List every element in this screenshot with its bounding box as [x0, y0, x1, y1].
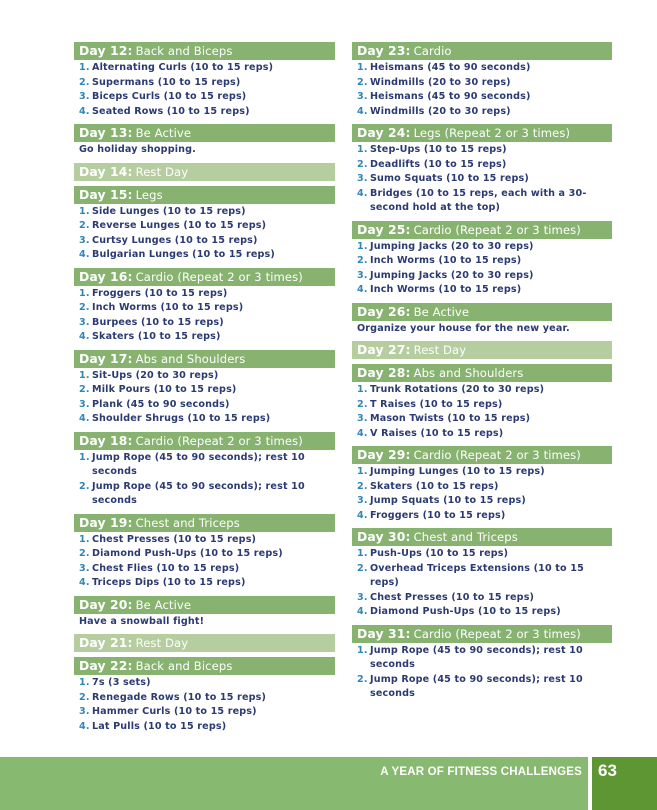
day-block: [352, 625, 612, 702]
exercise-text: Jumping Jacks (20 to 30 reps): [370, 269, 534, 281]
exercise-text: Heismans (45 to 90 seconds): [370, 62, 531, 73]
exercise-item: [357, 240, 612, 255]
exercise-item: [79, 691, 335, 706]
item-number: 1.: [357, 144, 368, 155]
day-block: [352, 42, 612, 119]
exercise-item: [79, 61, 335, 76]
exercise-text: Inch Worms (10 to 15 reps): [370, 284, 522, 295]
day-title: Legs: [135, 187, 163, 202]
exercise-text: Bulgarian Lunges (10 to 15 reps): [92, 249, 275, 260]
exercise-text: Inch Worms (10 to 15 reps): [92, 302, 244, 313]
exercise-text: Biceps Curls (10 to 15 reps): [92, 91, 247, 102]
exercise-list: [352, 240, 612, 298]
exercise-text: Chest Flies (10 to 15 reps): [92, 562, 240, 574]
rest-day-banner: [352, 341, 612, 359]
exercise-text: Triceps Dips (10 to 15 reps): [92, 577, 246, 588]
exercise-item: [357, 494, 612, 509]
day-title: Legs (Repeat 2 or 3 times): [413, 126, 571, 140]
day-label: Day 29:: [357, 447, 411, 462]
item-number: 4.: [79, 331, 90, 342]
item-number: 3.: [357, 413, 368, 424]
exercise-item: [357, 562, 612, 591]
item-number: 4.: [357, 509, 368, 521]
item-number: 2.: [357, 398, 368, 410]
item-number: 4.: [79, 577, 90, 588]
exercise-text: Froggers (10 to 15 reps): [92, 287, 228, 299]
right-column: [352, 42, 612, 707]
day-block: [74, 42, 335, 119]
exercise-list: [352, 644, 612, 702]
exercise-text: Shoulder Shrugs (10 to 15 reps): [92, 413, 271, 424]
day-title: Rest Day: [135, 164, 189, 179]
exercise-item: [79, 205, 335, 220]
exercise-text: Jump Rope (45 to 90 seconds); rest 10 seconds: [370, 644, 583, 670]
exercise-text: Bridges (10 to 15 reps, each with a 30-second hold at the top): [370, 187, 587, 213]
exercise-item: [79, 105, 335, 120]
exercise-list: [74, 205, 335, 263]
exercise-item: [357, 644, 612, 673]
day-title: Be Active: [413, 304, 470, 319]
item-number: 4.: [79, 413, 90, 424]
exercise-text: Jumping Jacks (20 to 30 reps): [370, 240, 534, 252]
exercise-text: Jump Rope (45 to 90 seconds); rest 10 seconds: [370, 673, 583, 699]
day-label: Day 25:: [357, 221, 411, 237]
exercise-list: [352, 143, 612, 216]
exercise-text: Inch Worms (10 to 15 reps): [370, 255, 522, 266]
exercise-text: V Raises (10 to 15 reps): [370, 427, 504, 439]
exercise-text: Trunk Rotations (20 to 30 reps): [370, 384, 545, 395]
exercise-text: Jumping Lunges (10 to 15 reps): [370, 466, 545, 477]
day-label: Day 18:: [79, 432, 133, 448]
item-number: 4.: [357, 105, 368, 117]
day-label: Day 27:: [357, 342, 411, 357]
day-label: Day 21:: [79, 635, 133, 650]
item-number: 1.: [79, 287, 90, 299]
exercise-item: [357, 591, 612, 606]
item-number: 3.: [357, 495, 368, 506]
exercise-text: Sit-Ups (20 to 30 reps): [92, 369, 219, 381]
item-number: 3.: [357, 591, 368, 603]
day-label: Day 13:: [79, 125, 133, 140]
item-number: 1.: [357, 384, 368, 395]
day-banner: [74, 42, 335, 60]
day-block: [352, 221, 612, 298]
day-banner: [352, 303, 612, 321]
item-number: 3.: [79, 316, 90, 328]
item-number: 3.: [79, 91, 90, 102]
item-number: 4.: [357, 427, 368, 439]
exercise-item: [79, 316, 335, 331]
item-number: 3.: [79, 562, 90, 574]
day-label: Day 28:: [357, 365, 411, 380]
activity-note: Organize your house for the new year.: [357, 322, 570, 334]
exercise-item: [357, 105, 612, 120]
day-block: [352, 303, 612, 337]
item-number: 1.: [357, 548, 368, 559]
day-label: Day 26:: [357, 303, 411, 319]
day-title: Cardio (Repeat 2 or 3 times): [135, 269, 303, 284]
day-banner: [352, 364, 612, 382]
item-number: 4.: [357, 284, 368, 295]
exercise-text: Heismans (45 to 90 seconds): [370, 91, 531, 102]
day-block: [74, 268, 335, 345]
item-number: 4.: [357, 606, 368, 617]
exercise-item: [357, 547, 612, 562]
exercise-text: Side Lunges (10 to 15 reps): [92, 205, 246, 217]
item-number: 2.: [357, 158, 368, 170]
activity-note: Go holiday shopping.: [79, 144, 196, 155]
item-number: 2.: [357, 255, 368, 266]
exercise-item: [79, 562, 335, 577]
exercise-list: [74, 369, 335, 427]
day-banner: [74, 596, 335, 614]
item-number: 2.: [357, 673, 368, 685]
item-number: 2.: [79, 548, 90, 559]
exercise-item: [357, 172, 612, 187]
day-title: Cardio (Repeat 2 or 3 times): [135, 433, 303, 448]
day-title: Abs and Shoulders: [413, 366, 524, 380]
day-block: [74, 432, 335, 509]
exercise-text: Skaters (10 to 15 reps): [370, 480, 499, 492]
item-number: 1.: [79, 533, 90, 545]
item-number: 3.: [79, 398, 90, 410]
day-banner: [352, 625, 612, 643]
item-number: 1.: [79, 677, 90, 688]
item-number: 1.: [357, 466, 368, 477]
exercise-text: Push-Ups (10 to 15 reps): [370, 548, 509, 559]
exercise-text: Diamond Push-Ups (10 to 15 reps): [92, 548, 283, 559]
day-title: Cardio (Repeat 2 or 3 times): [413, 448, 581, 462]
day-title: Back and Biceps: [135, 44, 233, 58]
day-banner: [74, 350, 335, 368]
exercise-item: [79, 398, 335, 413]
exercise-text: Chest Presses (10 to 15 reps): [92, 533, 257, 545]
day-block: [74, 596, 335, 630]
exercise-text: Windmills (20 to 30 reps): [370, 76, 511, 88]
exercise-item: [357, 605, 612, 620]
exercise-text: Reverse Lunges (10 to 15 reps): [92, 220, 267, 231]
exercise-text: T Raises (10 to 15 reps): [370, 398, 503, 410]
exercise-text: Jump Rope (45 to 90 seconds); rest 10 seconds: [92, 451, 305, 477]
item-number: 4.: [79, 105, 90, 117]
exercise-text: Jump Rope (45 to 90 seconds); rest 10 seconds: [92, 480, 305, 506]
day-block: [74, 124, 335, 158]
item-number: 2.: [79, 384, 90, 395]
day-block: [352, 446, 612, 523]
day-block: [74, 350, 335, 427]
item-number: 3.: [357, 269, 368, 281]
exercise-text: Overhead Triceps Extensions (10 to 15 reps): [370, 562, 584, 588]
day-title: Chest and Triceps: [135, 515, 240, 530]
exercise-list: [74, 676, 335, 734]
page-number-box: [592, 757, 657, 810]
exercise-item: [357, 427, 612, 442]
exercise-item: [79, 219, 335, 234]
exercise-item: [357, 254, 612, 269]
day-label: Day 20:: [79, 596, 133, 612]
day-label: Day 24:: [357, 125, 411, 140]
exercise-text: 7s (3 sets): [92, 677, 151, 688]
exercise-item: [79, 676, 335, 691]
day-title: Rest Day: [135, 636, 189, 650]
item-number: 2.: [357, 76, 368, 88]
day-label: Day 15:: [79, 186, 133, 202]
exercise-item: [79, 533, 335, 548]
day-block: [74, 163, 335, 181]
exercise-text: Renegade Rows (10 to 15 reps): [92, 691, 267, 703]
exercise-item: [79, 369, 335, 384]
exercise-text: Mason Twists (10 to 15 reps): [370, 413, 531, 424]
item-number: 1.: [79, 369, 90, 381]
day-title: Chest and Triceps: [413, 530, 518, 544]
day-banner: [74, 124, 335, 142]
exercise-item: [357, 480, 612, 495]
day-title: Cardio (Repeat 2 or 3 times): [413, 222, 581, 237]
exercise-text: Step-Ups (10 to 15 reps): [370, 144, 507, 155]
day-block: [352, 528, 612, 620]
exercise-text: Jump Squats (10 to 15 reps): [370, 495, 526, 506]
exercise-item: [357, 283, 612, 298]
item-number: 2.: [79, 691, 90, 703]
day-banner: [352, 124, 612, 142]
exercise-list: [74, 533, 335, 591]
exercise-item: [79, 248, 335, 263]
exercise-text: Supermans (10 to 15 reps): [92, 76, 241, 88]
day-banner: [352, 42, 612, 60]
day-label: Day 19:: [79, 514, 133, 530]
item-number: 1.: [79, 62, 90, 73]
item-number: 3.: [357, 173, 368, 184]
exercise-item: [79, 90, 335, 105]
exercise-list: [74, 287, 335, 345]
day-block: [352, 124, 612, 216]
rest-day-banner: [74, 634, 335, 652]
exercise-text: Milk Pours (10 to 15 reps): [92, 384, 237, 395]
exercise-item: [79, 330, 335, 345]
item-number: 3.: [357, 91, 368, 102]
day-label: Day 23:: [357, 43, 411, 58]
item-number: 1.: [79, 451, 90, 463]
exercise-item: [357, 673, 612, 702]
exercise-item: [357, 509, 612, 524]
day-title: Be Active: [135, 597, 192, 612]
exercise-text: Alternating Curls (10 to 15 reps): [92, 62, 274, 73]
exercise-item: [79, 547, 335, 562]
day-label: Day 31:: [357, 625, 411, 641]
exercise-item: [79, 480, 335, 509]
day-banner: [352, 221, 612, 239]
day-banner: [74, 514, 335, 532]
exercise-list: [352, 547, 612, 620]
exercise-list: [74, 61, 335, 119]
item-number: 4.: [357, 187, 368, 199]
day-banner: [352, 528, 612, 546]
day-title: Abs and Shoulders: [135, 351, 246, 366]
exercise-text: Deadlifts (10 to 15 reps): [370, 158, 507, 170]
exercise-item: [357, 76, 612, 91]
exercise-text: Curtsy Lunges (10 to 15 reps): [92, 234, 258, 246]
exercise-text: Plank (45 to 90 seconds): [92, 398, 230, 410]
exercise-item: [79, 705, 335, 720]
item-number: 4.: [79, 249, 90, 260]
exercise-item: [357, 383, 612, 398]
item-number: 1.: [357, 62, 368, 73]
day-label: Day 22:: [79, 658, 133, 673]
day-banner: [352, 446, 612, 464]
item-number: 1.: [79, 205, 90, 217]
exercise-item: [79, 720, 335, 735]
exercise-item: [357, 61, 612, 76]
day-label: Day 14:: [79, 163, 133, 179]
exercise-text: Hammer Curls (10 to 15 reps): [92, 706, 257, 717]
page-number: 63: [598, 761, 617, 780]
exercise-item: [79, 576, 335, 591]
exercise-text: Windmills (20 to 30 reps): [370, 105, 511, 117]
exercise-text: Burpees (10 to 15 reps): [92, 316, 224, 328]
day-title: Be Active: [135, 126, 192, 140]
day-label: Day 16:: [79, 268, 133, 284]
day-banner: [74, 432, 335, 450]
activity-note: Have a snowball fight!: [79, 615, 205, 627]
day-banner: [74, 186, 335, 204]
day-block: [74, 634, 335, 652]
day-banner: [74, 268, 335, 286]
exercise-item: [79, 412, 335, 427]
exercise-text: Froggers (10 to 15 reps): [370, 509, 506, 521]
item-number: 4.: [79, 720, 90, 732]
exercise-item: [357, 465, 612, 480]
day-title: Rest Day: [413, 343, 467, 357]
item-number: 2.: [79, 220, 90, 231]
exercise-text: Chest Presses (10 to 15 reps): [370, 591, 535, 603]
exercise-item: [357, 90, 612, 105]
day-block: [74, 186, 335, 263]
exercise-item: [357, 143, 612, 158]
item-number: 2.: [79, 480, 90, 492]
exercise-text: Diamond Push-Ups (10 to 15 reps): [370, 606, 561, 617]
running-title: A YEAR OF FITNESS CHALLENGES: [380, 766, 582, 778]
exercise-item: [79, 301, 335, 316]
left-column: [74, 42, 335, 739]
footer-band: [0, 757, 588, 810]
day-label: Day 12:: [79, 43, 133, 58]
exercise-list: [352, 465, 612, 523]
exercise-item: [79, 76, 335, 91]
day-block: [74, 514, 335, 591]
day-title: Back and Biceps: [135, 659, 233, 673]
exercise-list: [352, 61, 612, 119]
item-number: 2.: [357, 562, 368, 574]
exercise-item: [357, 187, 612, 216]
exercise-item: [357, 412, 612, 427]
exercise-item: [79, 451, 335, 480]
item-number: 3.: [79, 234, 90, 246]
exercise-item: [357, 269, 612, 284]
day-block: [352, 364, 612, 441]
rest-day-banner: [74, 163, 335, 181]
exercise-text: Lat Pulls (10 to 15 reps): [92, 720, 227, 732]
exercise-list: [74, 451, 335, 509]
day-block: [74, 657, 335, 734]
exercise-text: Seated Rows (10 to 15 reps): [92, 105, 250, 117]
day-block: [352, 341, 612, 359]
item-number: 2.: [79, 302, 90, 313]
exercise-item: [79, 234, 335, 249]
day-label: Day 17:: [79, 350, 133, 366]
exercise-item: [357, 398, 612, 413]
item-number: 1.: [357, 644, 368, 656]
exercise-text: Sumo Squats (10 to 15 reps): [370, 173, 529, 184]
exercise-item: [79, 287, 335, 302]
day-title: Cardio: [413, 44, 452, 58]
item-number: 2.: [357, 480, 368, 492]
exercise-item: [357, 158, 612, 173]
day-title: Cardio (Repeat 2 or 3 times): [413, 626, 581, 641]
day-banner: [74, 657, 335, 675]
exercise-list: [352, 383, 612, 441]
day-label: Day 30:: [357, 529, 411, 544]
item-number: 2.: [79, 76, 90, 88]
exercise-item: [79, 383, 335, 398]
exercise-text: Skaters (10 to 15 reps): [92, 331, 221, 342]
item-number: 1.: [357, 240, 368, 252]
item-number: 3.: [79, 706, 90, 717]
